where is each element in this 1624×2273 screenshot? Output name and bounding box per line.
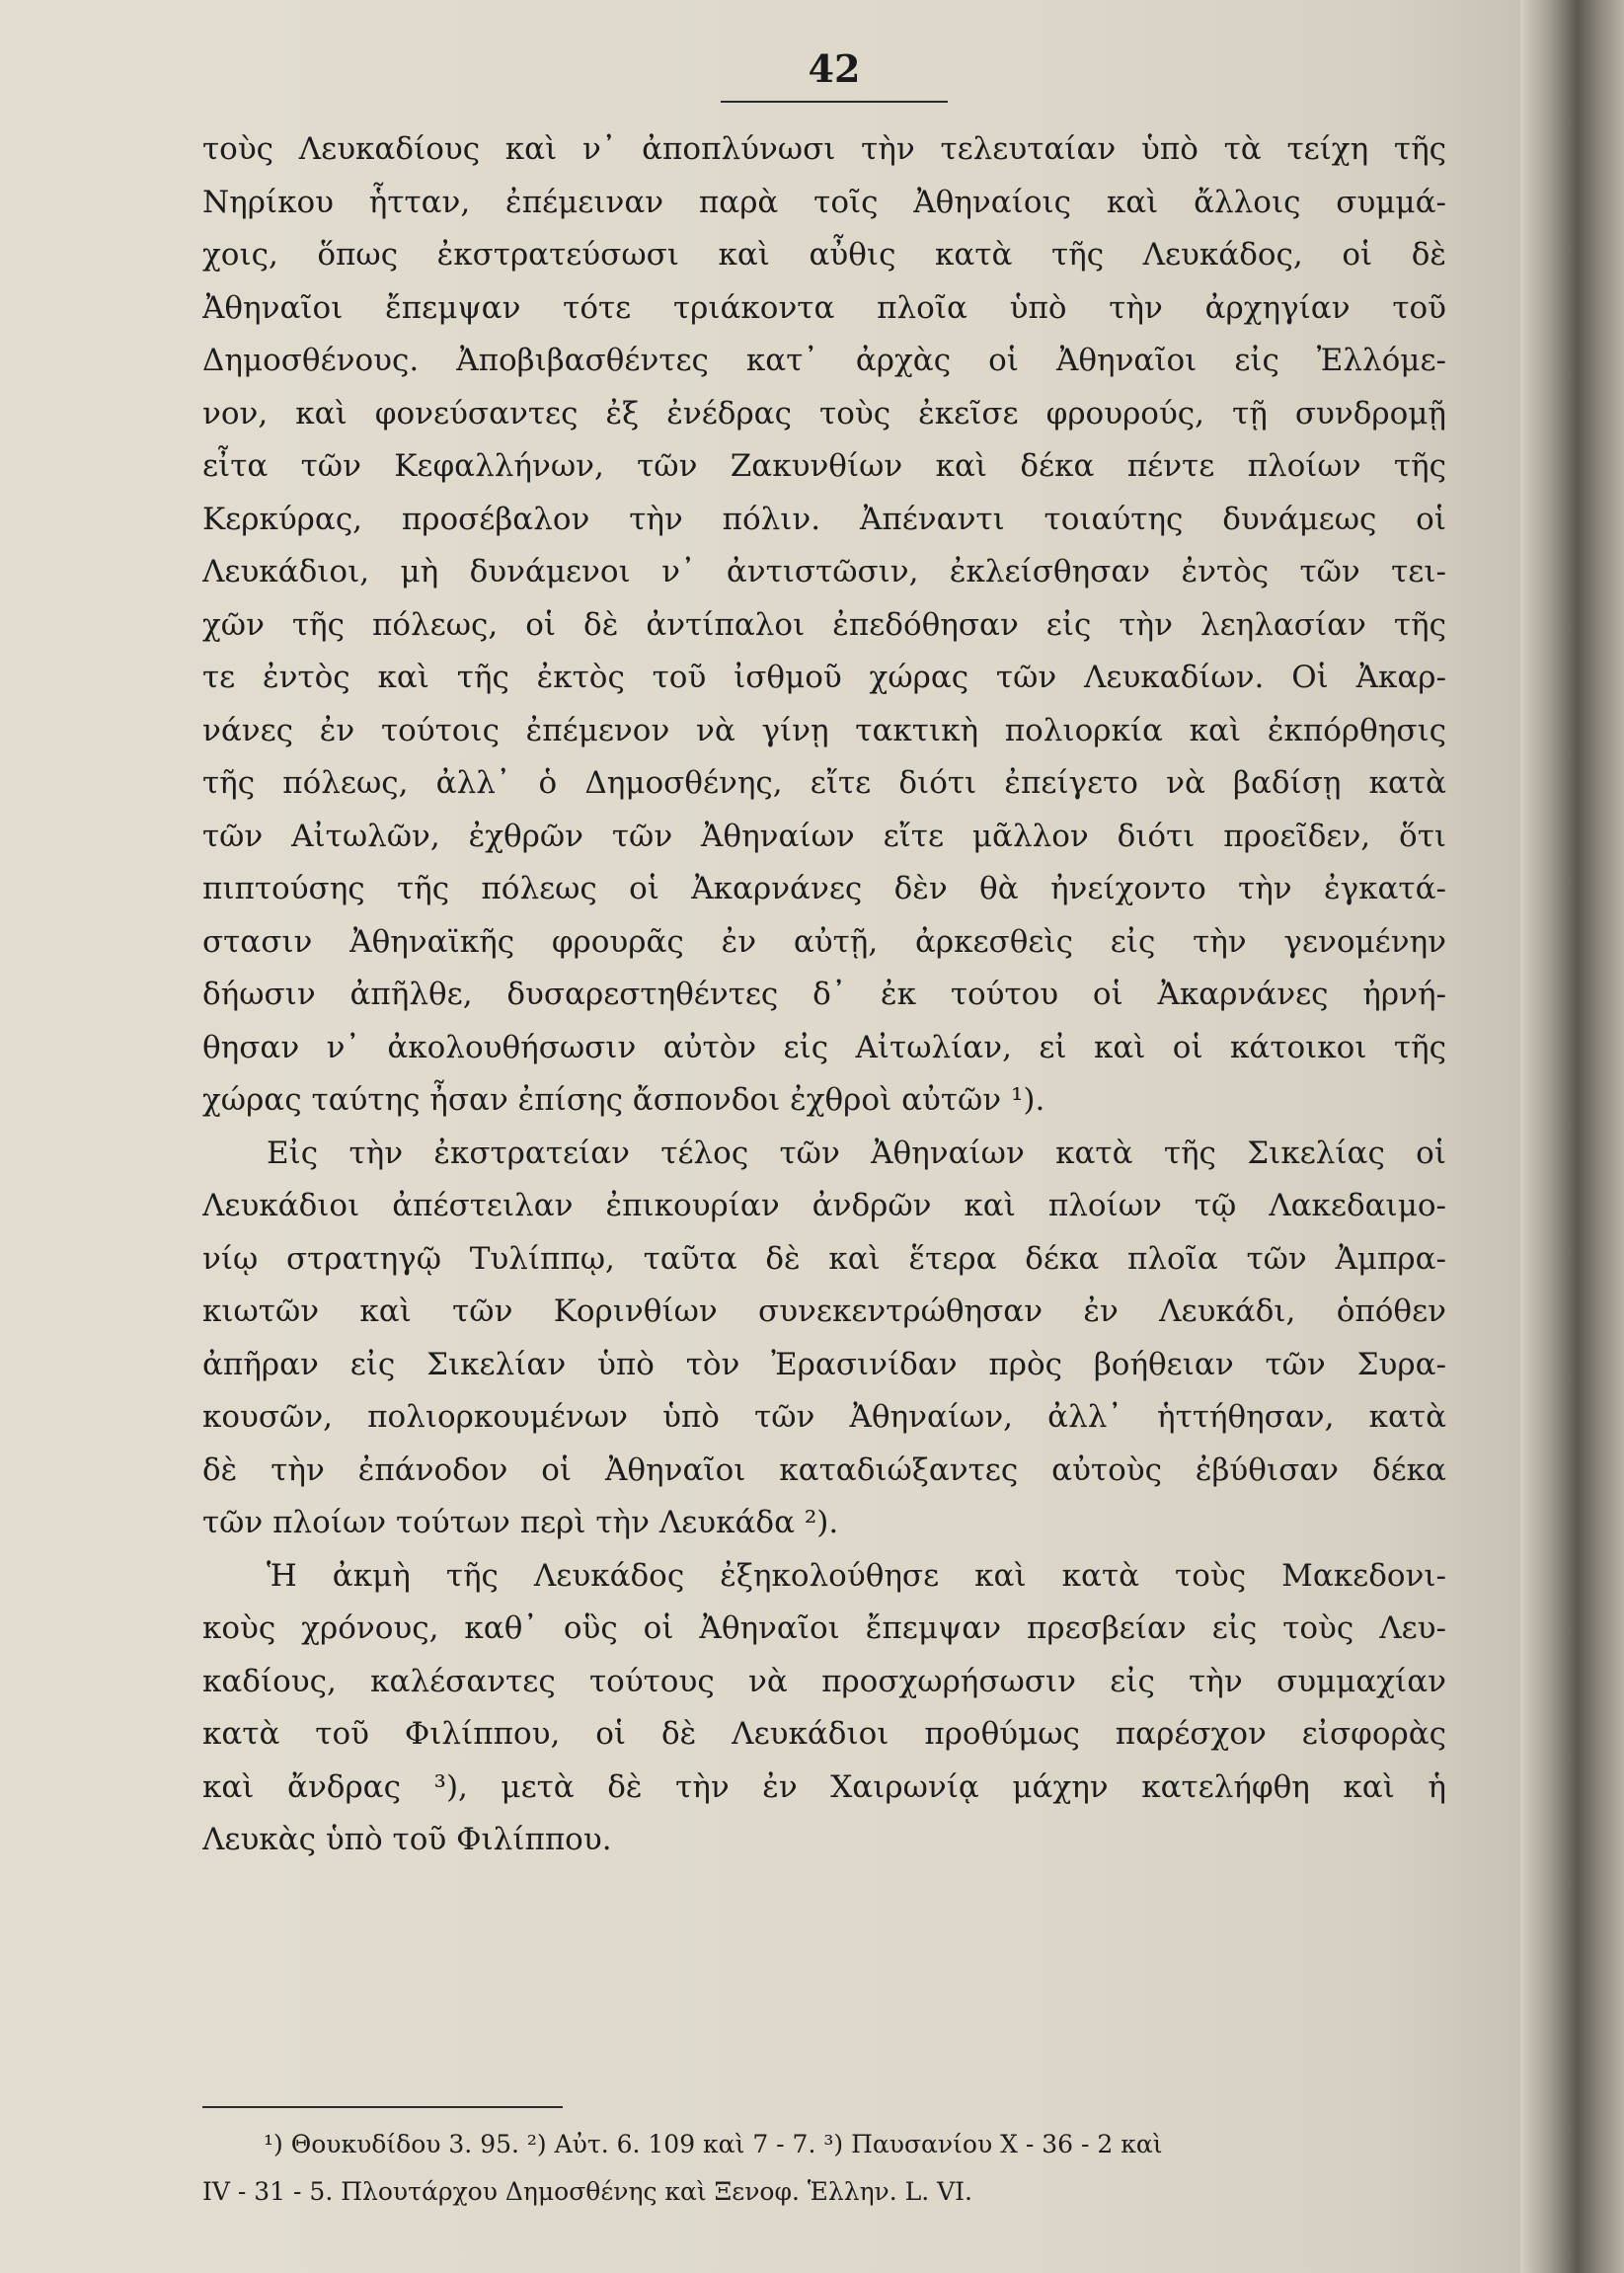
text-line: τῶν πλοίων τούτων περὶ τὴν Λευκάδα ²). [202,1505,839,1540]
text-line: πιπτούσης τῆς πόλεως οἱ Ἀκαρνάνες δὲν θὰ ἠνείχοντο τὴν ἐγκατά- [202,871,1446,906]
text-line: χοις, ὅπως ἐκστρατεύσωσι καὶ αὖθις κατὰ τῆς Λευκάδος, οἱ δὲ [202,237,1446,273]
text-line: Λευκὰς ὑπὸ τοῦ Φιλίππου. [202,1822,612,1857]
text-line: χώρας ταύτης ἦσαν ἐπίσης ἄσπονδοι ἐχθροὶ αὐτῶν ¹). [202,1082,1045,1118]
text-line: τῶν Αἰτωλῶν, ἐχθρῶν τῶν Ἀθηναίων εἴτε μᾶλλον διότι προεῖδεν, ὅτι [202,818,1446,854]
page-number: 42 [808,46,861,91]
text-line: Λευκάδιοι, μὴ δυνάμενοι ν᾽ ἀντιστῶσιν, ἐκλείσθησαν ἐντὸς τῶν τει- [202,554,1446,589]
text-line: καδίους, καλέσαντες τούτους νὰ προσχωρήσωσιν εἰς τὴν συμμαχίαν [202,1663,1446,1699]
text-line: Λευκάδιοι ἀπέστειλαν ἐπικουρίαν ἀνδρῶν καὶ πλοίων τῷ Λακεδαιμο- [202,1188,1446,1223]
book-binding-shadow [1520,0,1624,2273]
text-line: κιωτῶν καὶ τῶν Κορινθίων συνεκεντρώθησαν ἐν Λευκάδι, ὁπόθεν [202,1293,1446,1329]
footnote-line: IV - 31 - 5. Πλουτάρχου Δημοσθένης καὶ Ξενοφ. Ἑλλην. L. VI. [202,2177,973,2206]
text-line: τε ἐντὸς καὶ τῆς ἐκτὸς τοῦ ἰσθμοῦ χώρας τῶν Λευκαδίων. Οἱ Ἀκαρ- [202,660,1446,695]
text-line: στασιν Ἀθηναϊκῆς φρουρᾶς ἐν αὐτῇ, ἀρκεσθεὶς εἰς τὴν γενομένην [202,923,1446,960]
text-line: Νηρίκου ἧτταν, ἐπέμειναν παρὰ τοῖς Ἀθηναίοις καὶ ἄλλοις συμμά- [202,184,1446,220]
paragraph [202,123,1446,1128]
footnote-line: ¹) Θουκυδίδου 3. 95. ²) Αὐτ. 6. 109 καὶ 7 - 7. ³) Παυσανίου X - 36 - 2 καὶ [264,2130,1163,2158]
text-line: Ἀθηναῖοι ἔπεμψαν τότε τριάκοντα πλοῖα ὑπὸ τὴν ἀρχηγίαν τοῦ [202,289,1446,326]
body-text [202,123,1446,1867]
text-line: νον, καὶ φονεύσαντες ἐξ ἐνέδρας τοὺς ἐκεῖσε φρουρούς, τῇ συνδρομῇ [202,395,1446,431]
text-line: ἀπῆραν εἰς Σικελίαν ὑπὸ τὸν Ἐρασινίδαν πρὸς βοήθειαν τῶν Συρα- [202,1346,1446,1382]
paragraph [202,1550,1446,1867]
text-line: εἶτα τῶν Κεφαλλήνων, τῶν Ζακυνθίων καὶ δέκα πέντε πλοίων τῆς [202,448,1446,484]
header-rule [721,101,948,103]
text-line: νάνες ἐν τούτοις ἐπέμενον νὰ γίνῃ τακτικὴ πολιορκία καὶ ἐκπόρθησις [202,712,1446,748]
text-line: τῆς πόλεως, ἀλλ᾽ ὁ Δημοσθένης, εἴτε διότι ἐπείγετο νὰ βαδίσῃ κατὰ [202,765,1446,801]
text-line: χῶν τῆς πόλεως, οἱ δὲ ἀντίπαλοι ἐπεδόθησαν εἰς τὴν λεηλασίαν τῆς [202,606,1446,643]
text-line: δὲ τὴν ἐπάνοδον οἱ Ἀθηναῖοι καταδιώξαντες αὐτοὺς ἐβύθισαν δέκα [202,1451,1446,1488]
text-line: κατὰ τοῦ Φιλίππου, οἱ δὲ Λευκάδιοι προθύμως παρέσχον εἰσφορὰς [202,1716,1446,1752]
text-line: θησαν ν᾽ ἀκολουθήσωσιν αὐτὸν εἰς Αἰτωλίαν, εἰ καὶ οἱ κάτοικοι τῆς [202,1029,1446,1065]
text-line: Δημοσθένους. Ἀποβιβασθέντες κατ᾽ ἀρχὰς οἱ Ἀθηναῖοι εἰς Ἐλλόμε- [202,343,1446,378]
text-line: Κερκύρας, προσέβαλον τὴν πόλιν. Ἀπέναντι τοιαύτης δυνάμεως οἱ [202,501,1446,537]
paragraph [202,1128,1446,1550]
text-line: κουσῶν, πολιορκουμένων ὑπὸ τῶν Ἀθηναίων, ἀλλ᾽ ἡττήθησαν, κατὰ [202,1399,1446,1435]
text-line: Εἰς τὴν ἐκστρατείαν τέλος τῶν Ἀθηναίων κατὰ τῆς Σικελίας οἱ [267,1135,1446,1171]
text-line: καὶ ἄνδρας ³), μετὰ δὲ τὴν ἐν Χαιρωνίᾳ μάχην κατελήφθη καὶ ἡ [202,1768,1446,1805]
text-line: κοὺς χρόνους, καθ᾽ οὓς οἱ Ἀθηναῖοι ἔπεμψαν πρεσβείαν εἰς τοὺς Λευ- [202,1610,1446,1646]
text-line: τοὺς Λευκαδίους καὶ ν᾽ ἀποπλύνωσι τὴν τελευταίαν ὑπὸ τὰ τείχη τῆς [202,131,1446,167]
footnotes [202,2121,1446,2216]
text-line: Ἡ ἀκμὴ τῆς Λευκάδος ἐξηκολούθησε καὶ κατὰ τοὺς Μακεδονι- [267,1557,1446,1594]
footnote-rule [202,2106,563,2108]
text-line: νίῳ στρατηγῷ Τυλίππῳ, ταῦτα δὲ καὶ ἕτερα δέκα πλοῖα τῶν Ἀμπρα- [202,1240,1446,1277]
text-line: δήωσιν ἀπῆλθε, δυσαρεστηθέντες δ᾽ ἐκ τούτου οἱ Ἀκαρνάνες ἠρνή- [202,977,1446,1012]
